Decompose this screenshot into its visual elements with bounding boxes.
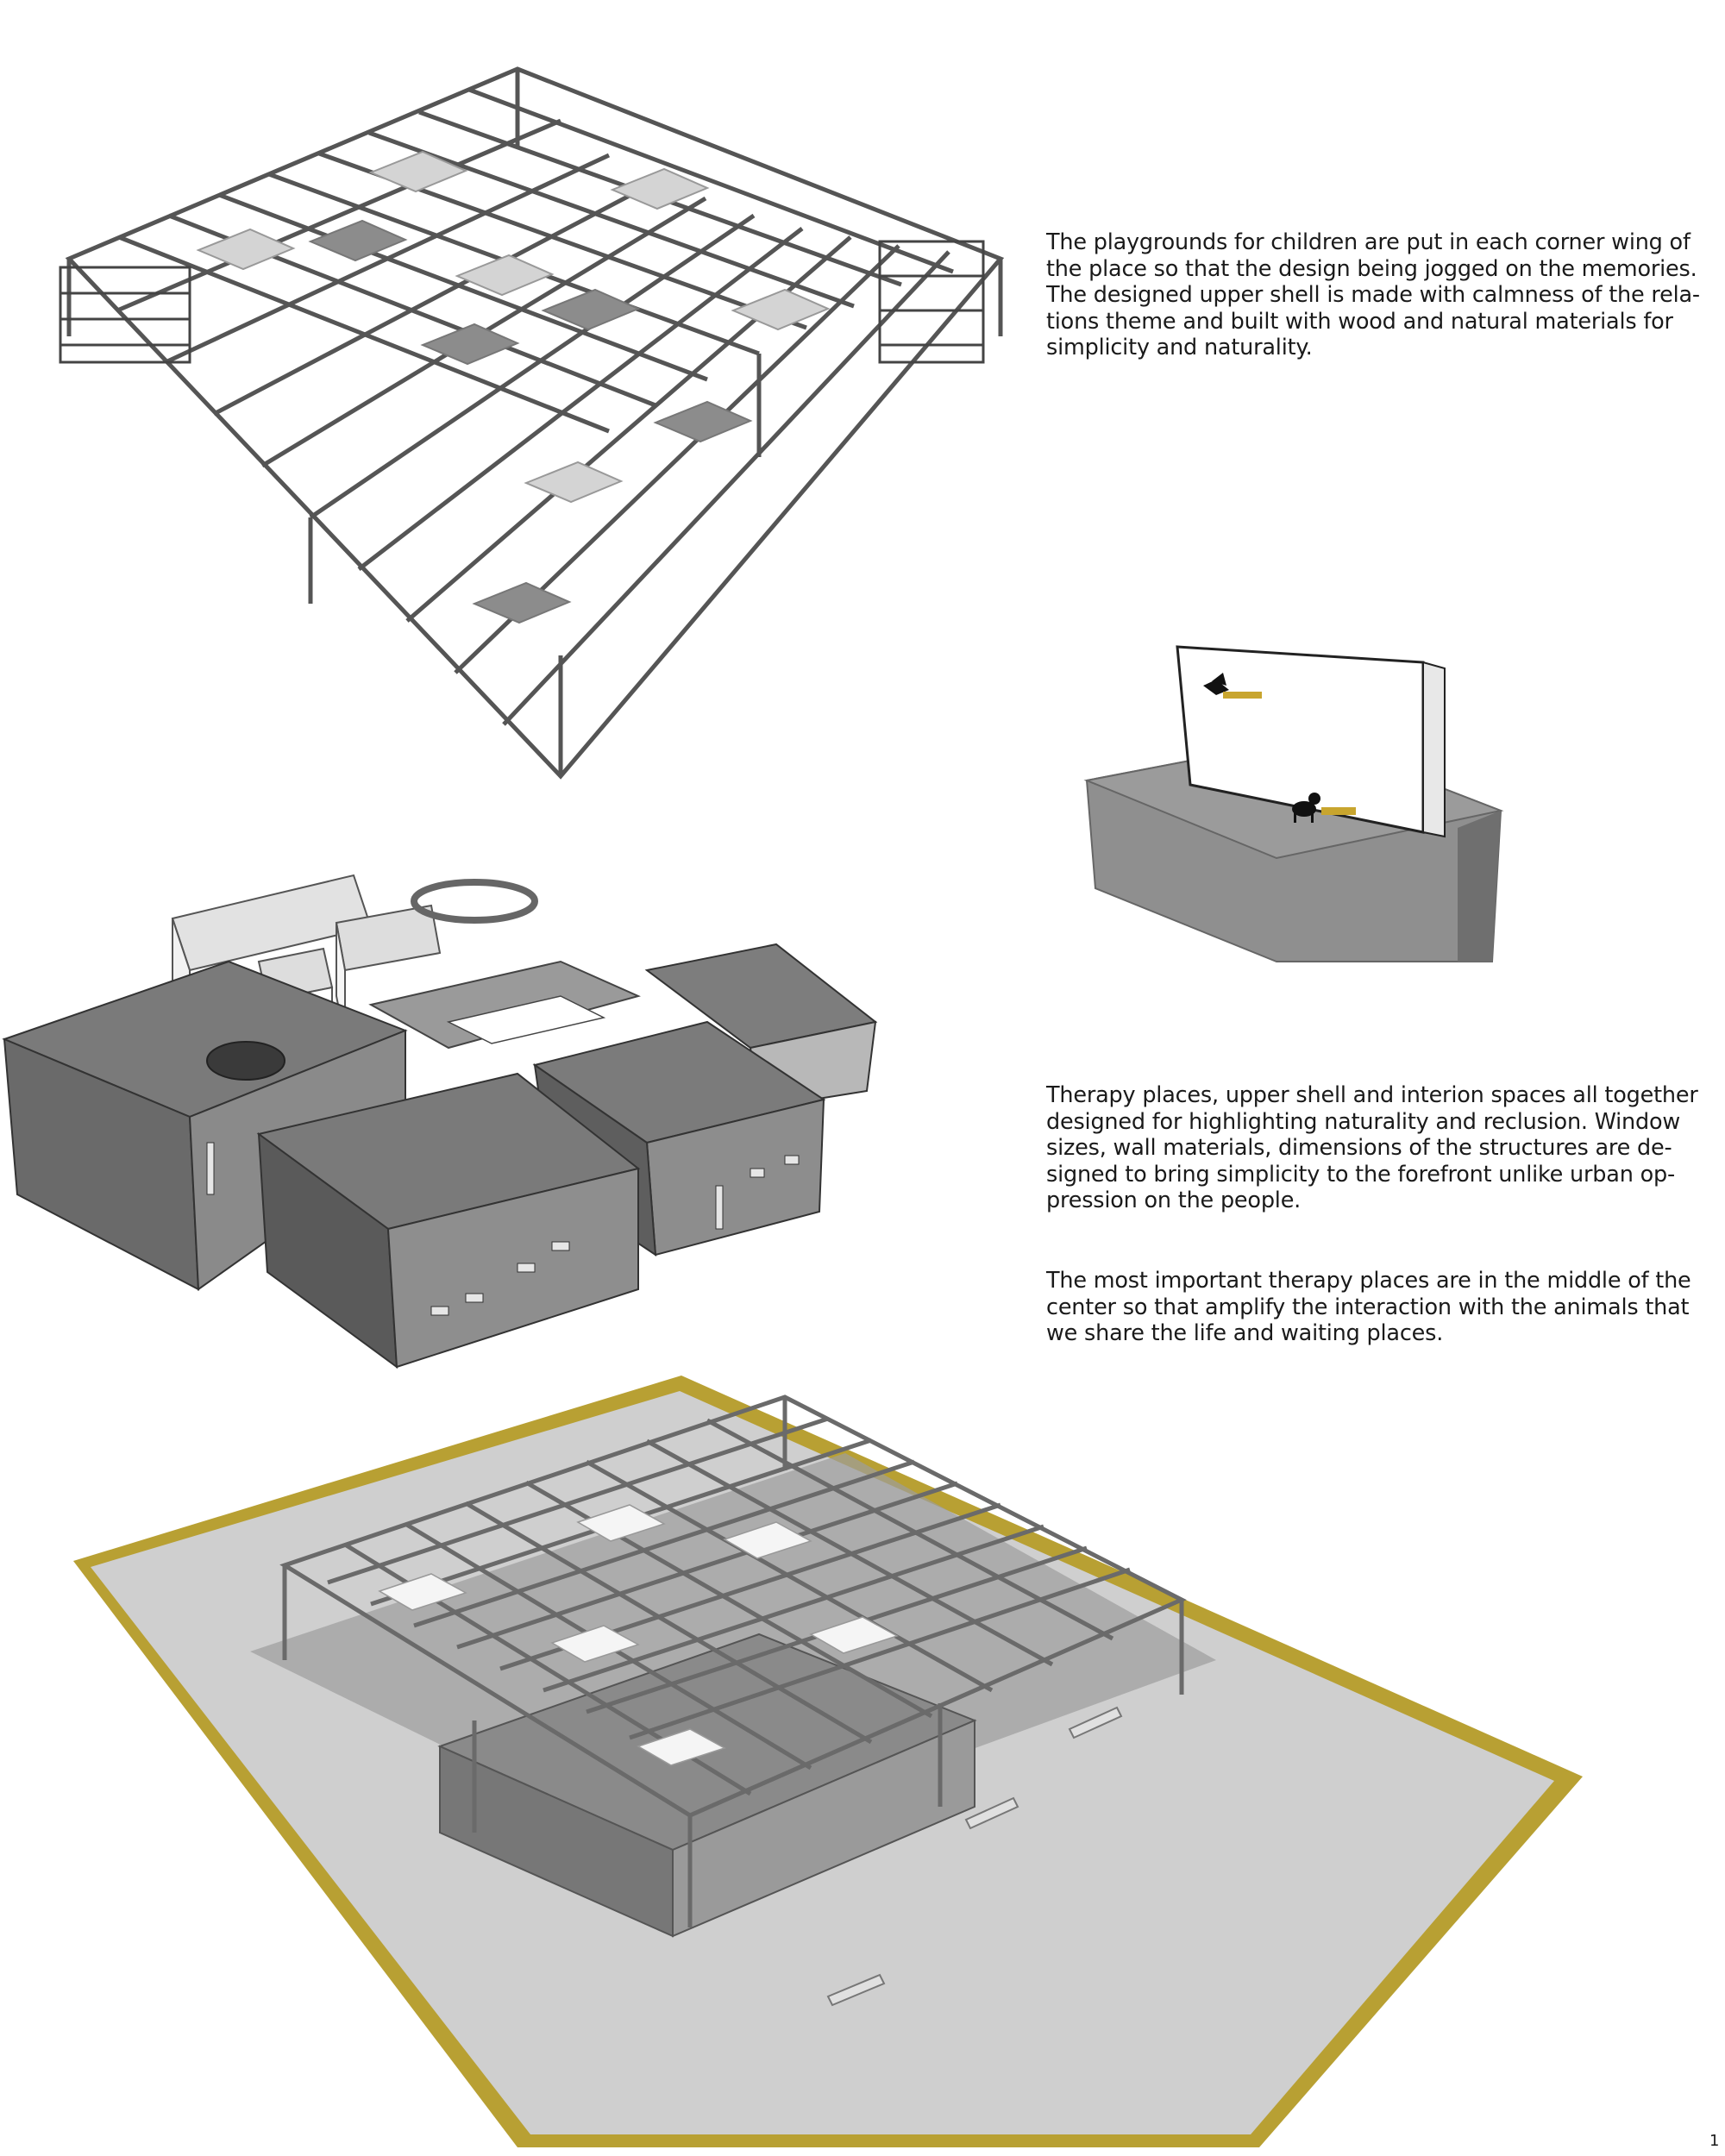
text-line: center so that amplify the interaction with the animals that — [1046, 1294, 1690, 1320]
text-line: simplicity and naturality. — [1046, 335, 1313, 360]
upper-shell-render — [26, 52, 1026, 793]
important-therapy-paragraph — [1046, 1268, 1691, 1347]
playgrounds-paragraph — [1046, 229, 1700, 361]
text-line: signed to bring simplicity to the forefront unlike urban op- — [1046, 1161, 1675, 1188]
text-line: The designed upper shell is made with calmness of the rela- — [1046, 282, 1700, 308]
interior-spaces-render — [0, 858, 888, 1393]
text-line: we share the life and waiting places. — [1046, 1320, 1444, 1346]
site-overview-render — [69, 1376, 1587, 2152]
therapy-wall-render — [1078, 638, 1527, 975]
text-line: sizes, wall materials, dimensions of the structures are de- — [1046, 1135, 1672, 1161]
text-line: pression on the people. — [1046, 1188, 1302, 1213]
text-line: The most important therapy places are in the middle of the — [1046, 1268, 1691, 1294]
therapy-places-paragraph — [1046, 1082, 1698, 1214]
text-line: The playgrounds for children are put in each corner wing of — [1046, 229, 1690, 255]
text-line: designed for highlighting naturality and reclusion. Window — [1046, 1108, 1681, 1135]
text-line: tions theme and built with wood and natural materials for — [1046, 308, 1673, 335]
text-line: the place so that the design being jogged on the memories. — [1046, 255, 1697, 282]
page-number: 1 — [1709, 2132, 1720, 2150]
text-line: Therapy places, upper shell and interion spaces all together — [1046, 1082, 1698, 1108]
